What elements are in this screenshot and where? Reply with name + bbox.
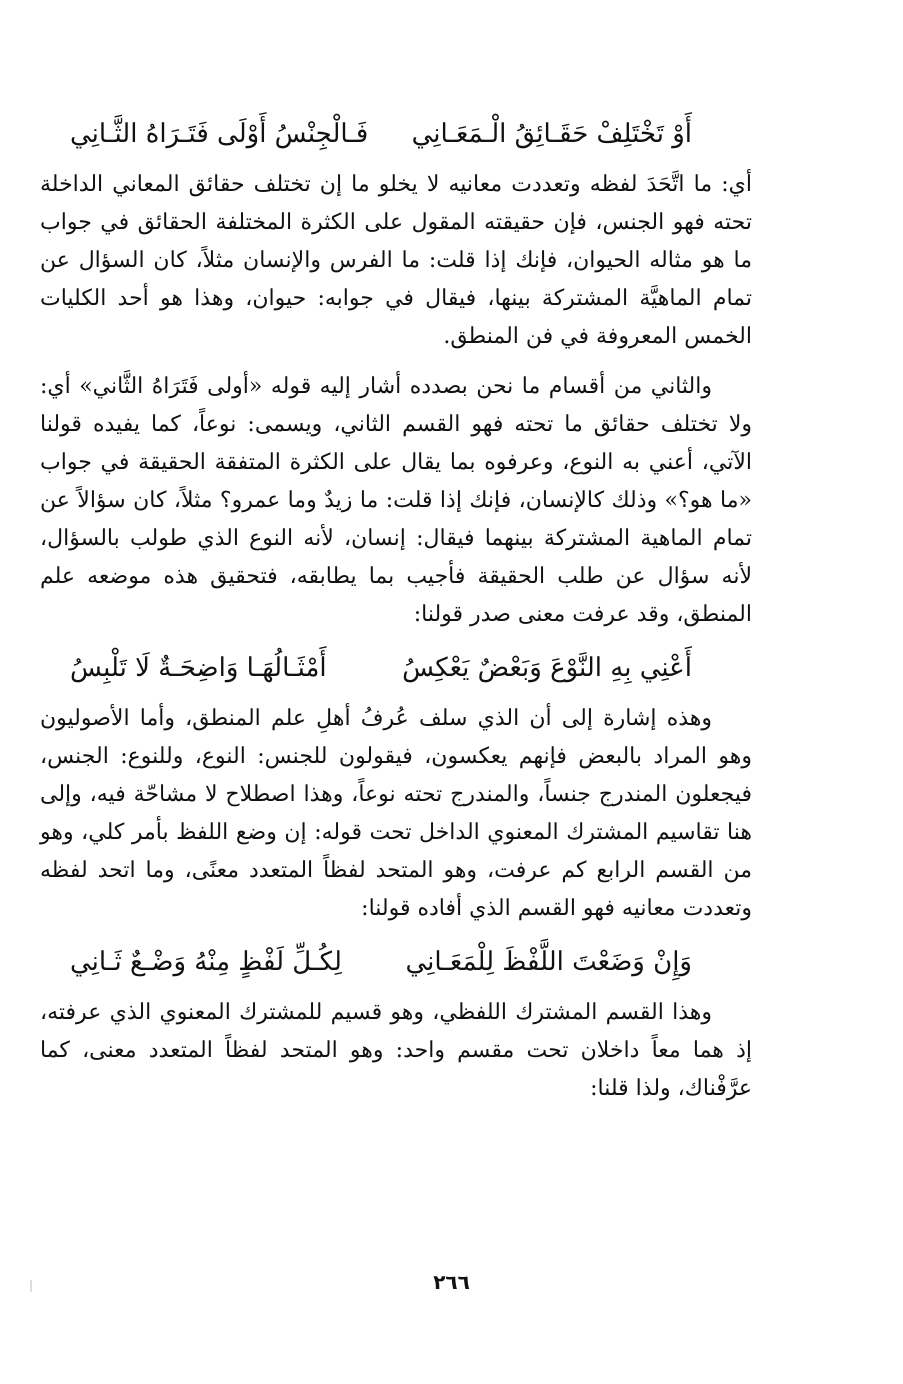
verse-2 <box>40 648 752 688</box>
paragraph-4: وهذا القسم المشترك اللفظي، وهو قسيم للمشترك المعنوي الذي عرفته، إذ هما معاً داخلان تحت مقسم واحد: وهو المتحد لفظاً المتعدد معنى، كما عرَّفْناك، ولذا قلنا: <box>40 1000 752 1101</box>
verse-1-right-hemistich: أَوْ تَخْتَلِفْ حَقَـائِقُ الْـمَعَـانِي <box>411 119 692 149</box>
verse-3-left-hemistich: لِكُـلِّ لَفْظٍ مِنْهُ وَضْـعٌ ثَـانِي <box>70 947 342 977</box>
verse-3 <box>40 942 752 982</box>
verse-3-right-hemistich: وَإِنْ وَضَعْتَ اللَّفْظَ لِلْمَعَـانِي <box>405 947 692 977</box>
verse-2-left-hemistich: أَمْثَـالُهَـا وَاضِحَـةٌ لَا تَلْبِسُ <box>70 653 327 683</box>
paragraph-3: وهذه إشارة إلى أن الذي سلف عُرفُ أهلِ علم المنطق، وأما الأصوليون وهو المراد بالبعض فإنهم يعكسون، فيقولون للجنس: النوع، وللنوع: الجنس، فيجعلون المندرج جنساً، والمندرج تحته نوعاً، وهذا اصطلاح لا مشاحّة فيه، وإلى هنا تقاسيم المشترك المعنوي الداخل تحت قوله: إن وضع اللفظ بأمر كلي، وهو من القسم الرابع كم عرفت، وهو المتحد لفظاً المتعدد معنًى، وما اتحد لفظه وتعددت معانيه فهو القسم الذي أفاده قولنا: <box>40 706 752 921</box>
paragraph-2: والثاني من أقسام ما نحن بصدده أشار إليه قوله «أولى فَتَرَاهُ الثَّاني» أي: ولا تختلف حقائق ما تحته فهو القسم الثاني، ويسمى: نوعاً، كما يفيده قولنا الآتي، أعني به النوع، وعرفوه بما يقال على الكثرة المتفقة الحقيقة في جواب «ما هو؟» وذلك كالإنسان، فإنك إذا قلت: ما زيدٌ وما عمرو؟ مثلاً، كان سؤالاً عن تمام الماهية المشتركة بينهما فيقال: إنسان، لأنه النوع الذي طولب بالسؤال، لأنه سؤال عن طلب الحقيقة فأجيب بما يطابقه، فتحقيق هذه موضعه علم المنطق، وقد عرفت معنى صدر قولنا: <box>40 374 752 627</box>
page-body <box>40 100 752 1108</box>
margin-mark <box>30 1280 32 1292</box>
verse-1-left-hemistich: فَـالْجِنْسُ أَوْلَى فَتَـرَاهُ الثَّـانِي <box>70 119 369 149</box>
verse-2-right-hemistich: أَعْنِي بِهِ النَّوْعَ وَبَعْضٌ يَعْكِسُ <box>402 653 692 683</box>
verse-1 <box>40 114 752 154</box>
page-number: ٢٦٦ <box>433 1270 470 1294</box>
paragraph-1: أي: ما اتَّحَدَ لفظه وتعددت معانيه لا يخلو ما إن تختلف حقائق المعاني الداخلة تحته فهو الجنس، فإن حقيقته المقول على الكثرة المختلفة الحقائق في جواب ما هو مثاله الحيوان، فإنك إذا قلت: ما الفرس والإنسان مثلاً، كان السؤال عن تمام الماهيَّة المشتركة بينها، فيقال في جوابه: حيوان، وهذا هو أحد الكليات الخمس المعروفة في فن المنطق. <box>40 172 752 349</box>
